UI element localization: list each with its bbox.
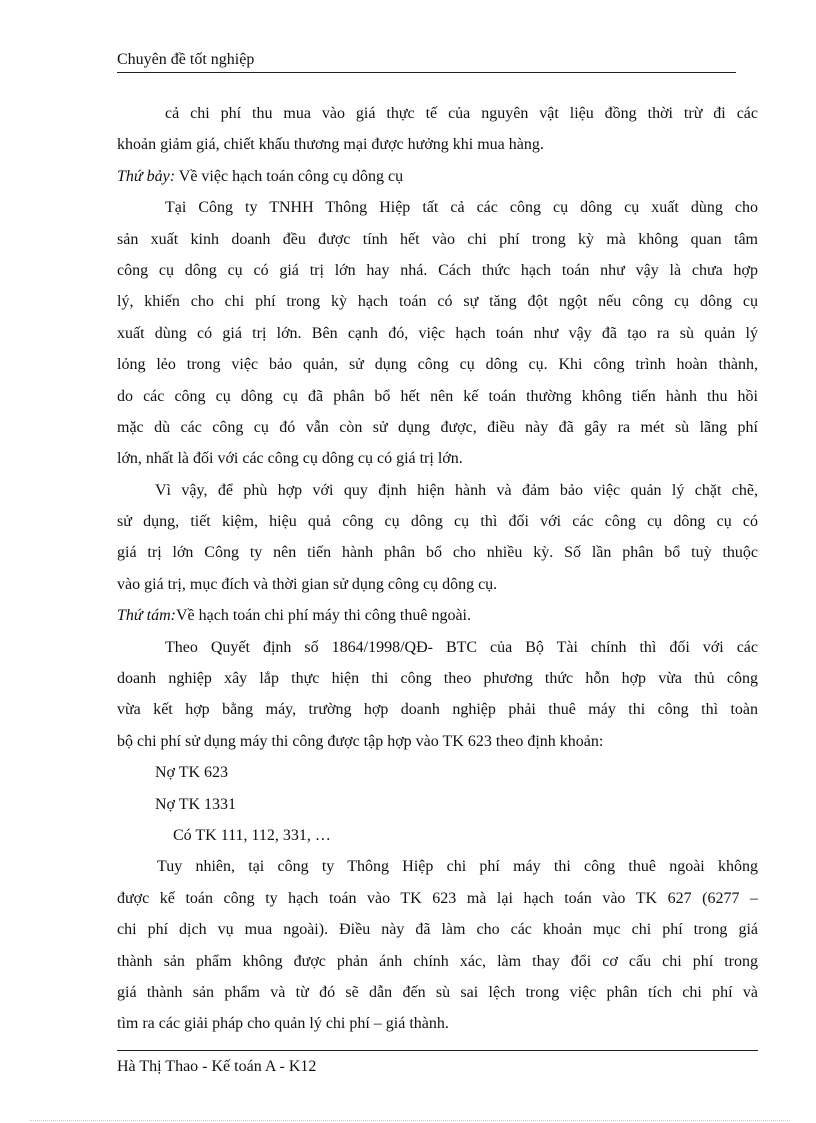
text-line: giá trị lớn Công ty nên tiến hành phân bổ cho nhiều kỳ. Số lần phân bổ tuỳ thuộc xyxy=(117,544,758,562)
text-line: thành sản phẩm không được phản ánh chính xác, làm thay đổi cơ cấu chi phí trong xyxy=(117,952,758,970)
text-line: mặc dù các công cụ đó vẫn còn sử dụng được, điều này đã gây ra mét sù lãng phí xyxy=(117,418,758,436)
section-title: Về hạch toán chi phí máy thi công thuê ngoài. xyxy=(175,607,471,625)
text-line: xuất dùng có giá trị lớn. Bên cạnh đó, việc hạch toán như vậy đã tạo ra sù quản lý xyxy=(117,324,758,342)
text-line: lỏng lẻo trong việc bảo quản, sử dụng công cụ dông cụ. Khi công trình hoàn thành, xyxy=(117,356,758,374)
text-line: tìm ra các giải pháp cho quản lý chi phí – giá thành. xyxy=(117,1015,449,1033)
section-heading-7 xyxy=(117,161,758,192)
text-line: sản xuất kinh doanh đều được tính hết vào chi phí trong kỳ mà không quan tâm xyxy=(117,230,758,248)
text-line: lý, khiến cho chi phí trong kỳ hạch toán có sự tăng đột ngột nếu công cụ dông cụ xyxy=(117,293,758,311)
text-line: Vì vậy, để phù hợp với quy định hiện hành và đảm bảo việc quản lý chặt chẽ, xyxy=(155,481,758,499)
text-line: bộ chi phí sử dụng máy thi công được tập hợp vào TK 623 theo định khoản: xyxy=(117,732,604,750)
document-body xyxy=(117,98,758,1040)
section-heading-8 xyxy=(117,600,758,631)
text-line: Theo Quyết định số 1864/1998/QĐ- BTC của Bộ Tài chính thì đối với các xyxy=(165,638,758,656)
text-line: được kế toán công ty hạch toán vào TK 623 mà lại hạch toán vào TK 627 (6277 – xyxy=(117,889,758,907)
section-label: Thứ bảy: xyxy=(117,167,176,185)
text-line: khoản giảm giá, chiết khấu thương mại được hưởng khi mua hàng. xyxy=(117,136,544,154)
text-line: công cụ dông cụ có giá trị lớn hay nhá. Cách thức hạch toán như vậy là chưa hợp xyxy=(117,261,758,279)
page-header: Chuyên đề tốt nghiệp xyxy=(117,50,736,73)
accounting-entry-debit: Nợ TK 1331 xyxy=(155,795,237,813)
text-line: doanh nghiệp xây lắp thực hiện thi công theo phương thức hỗn hợp vừa thủ công xyxy=(117,670,758,688)
text-line: vừa kết hợp bằng máy, trường hợp doanh nghiệp phải thuê máy thi công thì toàn xyxy=(117,701,758,719)
text-line: do các công cụ dông cụ đã phân bổ hết nên kế toán thường không tiến hành thu hồi xyxy=(117,387,758,405)
text-line: cả chi phí thu mua vào giá thực tế của nguyên vật liệu đồng thời trừ đi các xyxy=(165,105,758,122)
text-line: Tại Công ty TNHH Thông Hiệp tất cả các công cụ dông cụ xuất dùng cho xyxy=(165,199,758,217)
text-line: lớn, nhất là đối với các công cụ dông cụ có giá trị lớn. xyxy=(117,450,463,468)
text-line: chi phí dịch vụ mua ngoài). Điều này đã làm cho các khoản mục chi phí trong giá xyxy=(117,921,758,939)
text-line: sử dụng, tiết kiệm, hiệu quả công cụ dông cụ thì đối với các công cụ dông cụ có xyxy=(117,513,758,531)
text-line: Tuy nhiên, tại công ty Thông Hiệp chi phí máy thi công thuê ngoài không xyxy=(157,858,758,876)
section-title: Về việc hạch toán công cụ dông cụ xyxy=(175,167,404,185)
page-footer: Hà Thị Thao - Kế toán A - K12 xyxy=(117,1050,758,1077)
accounting-entry-credit: Có TK 111, 112, 331, … xyxy=(173,826,331,844)
text-line: giá thành sản phẩm và từ đó sẽ dẫn đến sù sai lệch trong việc phân tích chi phí và xyxy=(117,983,758,1001)
accounting-entry-debit: Nợ TK 623 xyxy=(155,764,229,782)
text-line: vào giá trị, mục đích và thời gian sử dụng công cụ dông cụ. xyxy=(117,575,498,593)
page-bottom-border xyxy=(30,1120,790,1121)
section-label: Thứ tám: xyxy=(117,607,176,625)
